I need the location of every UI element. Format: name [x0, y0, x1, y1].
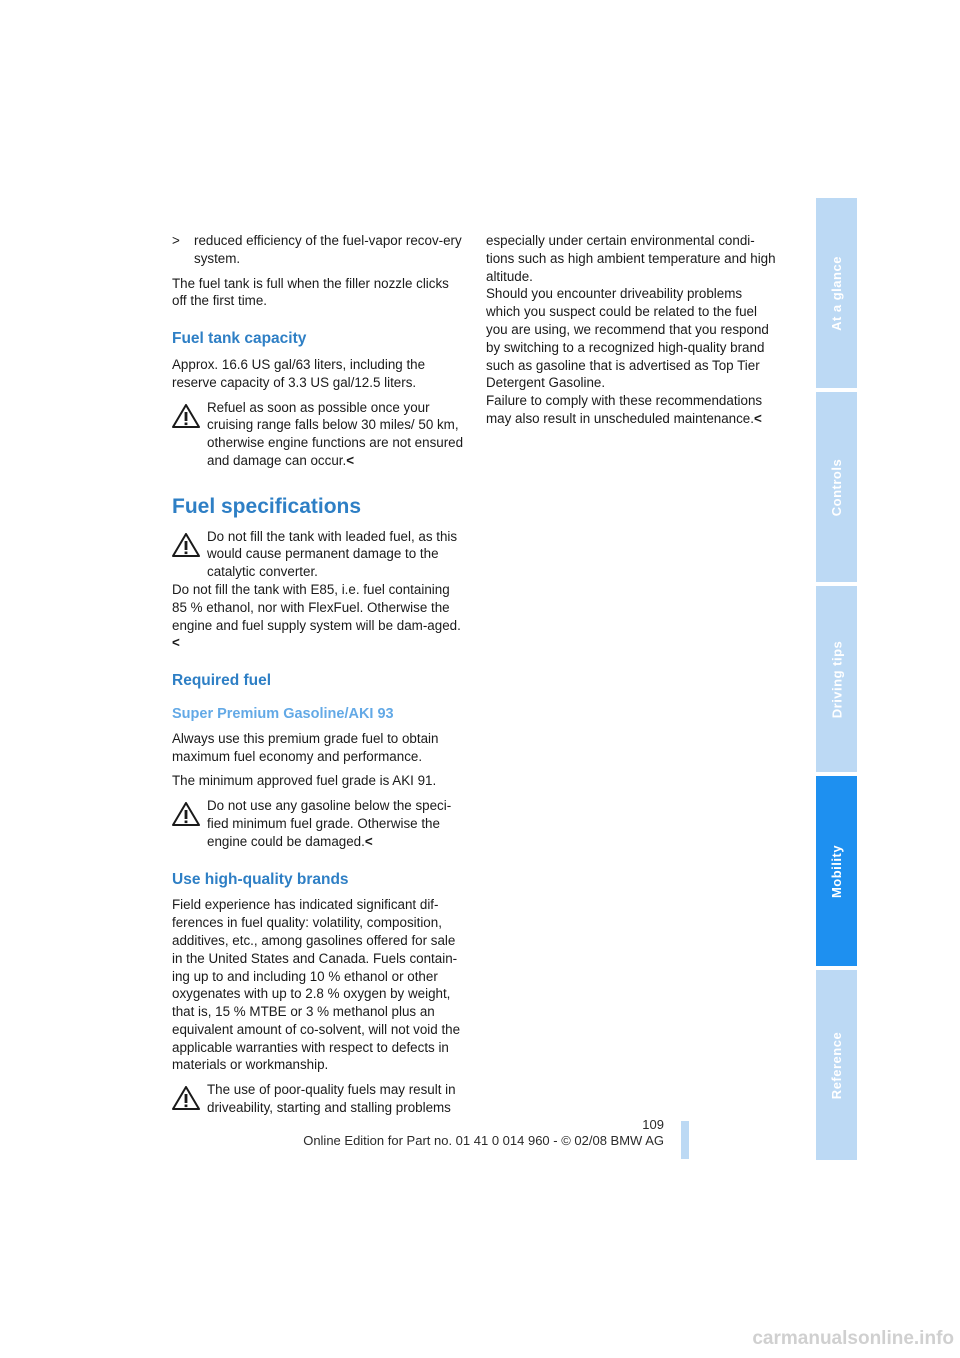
warning-refuel-text: Refuel as soon as possible once your cruising range falls below 30 miles/ 50 km, otherwise engine functions are not ensured and damage can occur.: [207, 399, 464, 468]
bullet-text: reduced efficiency of the fuel-vapor recov-ery system.: [194, 233, 462, 266]
end-mark: <: [346, 452, 355, 468]
warning-triangle-icon: [172, 404, 200, 428]
heading-required-fuel: Required fuel: [172, 672, 272, 690]
footer-edition: Online Edition for Part no. 01 41 0 014 960 - © 02/08 BMW AG: [303, 1133, 664, 1148]
tab-driving-tips-label: Driving tips: [829, 640, 845, 718]
paragraph-full-tank: The fuel tank is full when the filler nozzle clicks off the first time.: [172, 275, 449, 309]
warning-triangle-icon: [172, 802, 200, 826]
footer-bar: [681, 1121, 689, 1159]
warning-poor-quality: [172, 1081, 464, 1117]
warning-refuel: [172, 399, 464, 470]
bullet-item: [172, 232, 464, 268]
paragraph-e85: [172, 581, 464, 652]
end-mark: <: [364, 833, 373, 849]
warning-poor-quality-text: The use of poor-quality fuels may result in driveability, starting and stalling problems: [207, 1082, 456, 1116]
tab-driving-tips[interactable]: [816, 586, 857, 772]
paragraph-failure: [486, 392, 778, 428]
paragraph-capacity: Approx. 16.6 US gal/63 liters, including the reserve capacity of 3.3 US gal/12.5 liters.: [172, 356, 426, 390]
warning-below-minimum-text: Do not use any gasoline below the speci-fied minimum fuel grade. Otherwise the engine could be damaged.: [207, 798, 452, 849]
warning-leaded: [172, 528, 464, 581]
tab-controls-label: Controls: [829, 458, 845, 516]
heading-fuel-tank-capacity: Fuel tank capacity: [172, 330, 307, 348]
paragraph-failure-text: Failure to comply with these recommendations may also result in unscheduled maintenance.: [486, 393, 763, 426]
warning-triangle-icon: [172, 533, 200, 557]
paragraph-continued: especially under certain environmental condi-tions such as high ambient temperature and high altitude.: [486, 233, 776, 284]
tab-controls[interactable]: [816, 392, 857, 582]
heading-fuel-specifications: Fuel specifications: [172, 494, 362, 518]
bullet-mark: >: [172, 233, 180, 248]
tab-mobility[interactable]: [816, 776, 857, 966]
right-column: [486, 232, 778, 428]
tab-at-a-glance[interactable]: [816, 198, 857, 388]
left-column: [172, 232, 464, 1117]
heading-super-premium: Super Premium Gasoline/AKI 93: [172, 705, 394, 722]
warning-leaded-text: Do not fill the tank with leaded fuel, as this would cause permanent damage to the catalytic converter.: [207, 528, 458, 580]
warning-triangle-icon: [172, 1086, 200, 1110]
end-mark: <: [172, 635, 180, 651]
warning-below-minimum: [172, 797, 464, 850]
paragraph-always: Always use this premium grade fuel to obtain maximum fuel economy and performance.: [172, 730, 439, 764]
tab-at-a-glance-label: At a glance: [829, 255, 845, 331]
watermark: carmanualsonline.info: [752, 1328, 954, 1349]
tab-reference[interactable]: [816, 970, 857, 1160]
tab-reference-label: Reference: [829, 1031, 844, 1099]
paragraph-e85-text: Do not fill the tank with E85, i.e. fuel containing 85 % ethanol, nor with FlexFuel. Otherwise the engine and fuel supply system will be dam-aged.: [172, 581, 461, 633]
paragraph-minimum-grade: The minimum approved fuel grade is AKI 91.: [172, 773, 437, 789]
paragraph-field-experience: Field experience has indicated significant dif-ferences in fuel quality: volatility, composition, additives, etc., among gasolines offered for sale in the United States and Canada. Fuels contain-ing up to and including 10 % ethanol or other oxygenates with up to 2.8 % oxygen by weight, that is, 15 % MTBE or 3 % methanol plus an equivalent amount of co-solvent, will not void the applicable warranties with respect to defects in materials or workmanship.: [172, 897, 461, 1073]
paragraph-driveability: Should you encounter driveability problems which you suspect could be related to the fuel you are using, we recommend that you respond by switching to a recognized high-quality brand such as gasoline that is advertised as Top Tier Detergent Gasoline.: [486, 286, 769, 391]
page-number: 109: [642, 1117, 664, 1132]
end-mark: <: [753, 410, 762, 426]
tab-mobility-label: Mobility: [829, 844, 845, 898]
heading-high-quality-brands: Use high-quality brands: [172, 870, 349, 888]
